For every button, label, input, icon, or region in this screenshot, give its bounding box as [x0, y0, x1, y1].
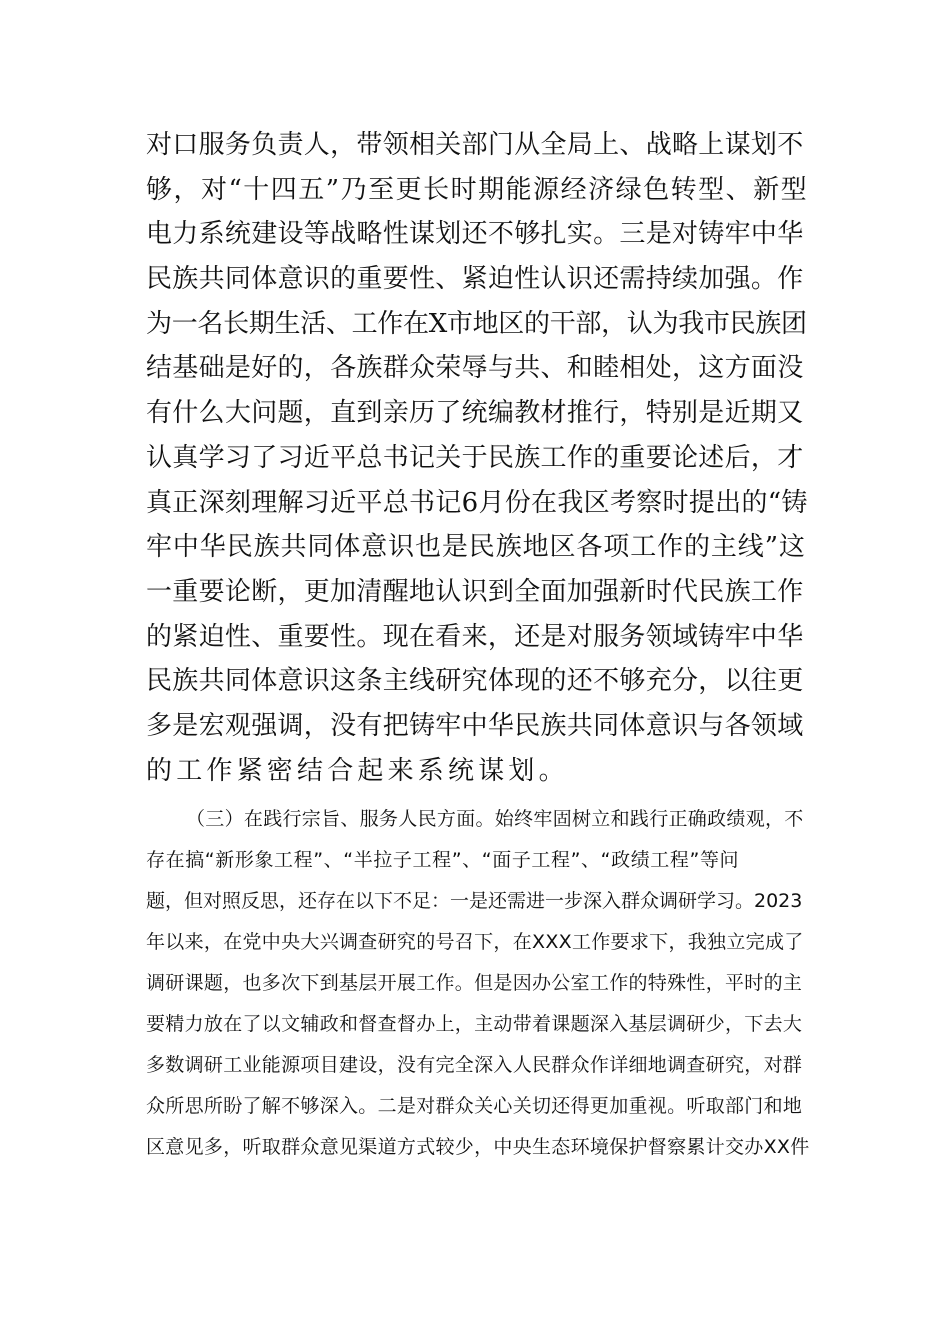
text-line: 的紧迫性、重要性。现在看来，还是对服务领域铸牢中华 [146, 621, 804, 652]
text-line: 调研课题，也多次下到基层开展工作。但是因办公室工作的特殊性，平时的主 [146, 972, 803, 994]
text-line: 多数调研工业能源项目建设，没有完全深入人民群众作详细地调查研究，对群 [146, 1054, 803, 1076]
text-line: 众所思所盼了解不够深入。二是对群众关心关切还得更加重视。听取部门和地 [146, 1095, 803, 1117]
text-line: 题，但对照反思，还存在以下不足：一是还需进一步深入群众调研学习。2023 [146, 890, 803, 912]
text-line: 电力系统建设等战略性谋划还不够扎实。三是对铸牢中华 [146, 219, 804, 250]
text-line: 为一名长期生活、工作在X市地区的干部，认为我市民族团 [146, 308, 807, 339]
text-line: 民族共同体意识的重要性、紧迫性认识还需持续加强。作 [146, 264, 804, 295]
paragraph-2 [146, 799, 810, 1168]
text-line: 牢中华民族共同体意识也是民族地区各项工作的主线”这 [146, 532, 806, 563]
text-line: 区意见多，听取群众意见渠道方式较少，中央生态环境保护督察累计交办XX件 [146, 1136, 810, 1158]
paragraph-1 [146, 123, 810, 793]
text-line: 的工作紧密结合起来系统谋划。 [146, 755, 569, 786]
text-line: 要精力放在了以文辅政和督查督办上，主动带着课题深入基层调研少，下去大 [146, 1013, 803, 1035]
text-line: 真正深刻理解习近平总书记6月份在我区考察时提出的“铸 [146, 487, 808, 518]
text-line: 结基础是好的，各族群众荣辱与共、和睦相处，这方面没 [146, 353, 804, 384]
section-heading-line: （三）在践行宗旨、服务人民方面。始终牢固树立和践行正确政绩观，不 [186, 808, 804, 830]
text-line: 认真学习了习近平总书记关于民族工作的重要论述后，才 [146, 442, 804, 473]
text-line: 对口服务负责人，带领相关部门从全局上、战略上谋划不 [146, 130, 804, 160]
text-line: 存在搞“新形象工程”、“半拉子工程”、“面子工程”、“政绩工程”等问 [146, 849, 740, 871]
text-line: 年以来，在党中央大兴调查研究的号召下，在XXX工作要求下，我独立完成了 [146, 931, 804, 953]
text-line: 一重要论断，更加清醒地认识到全面加强新时代民族工作 [146, 576, 804, 607]
text-line: 民族共同体意识这条主线研究体现的还不够充分，以往更 [146, 666, 804, 697]
text-line: 够，对“十四五”乃至更长时期能源经济绿色转型、新型 [146, 174, 809, 205]
text-line: 有什么大问题，直到亲历了统编教材推行，特别是近期又 [146, 398, 804, 429]
text-line: 多是宏观强调，没有把铸牢中华民族共同体意识与各领域 [146, 710, 804, 741]
